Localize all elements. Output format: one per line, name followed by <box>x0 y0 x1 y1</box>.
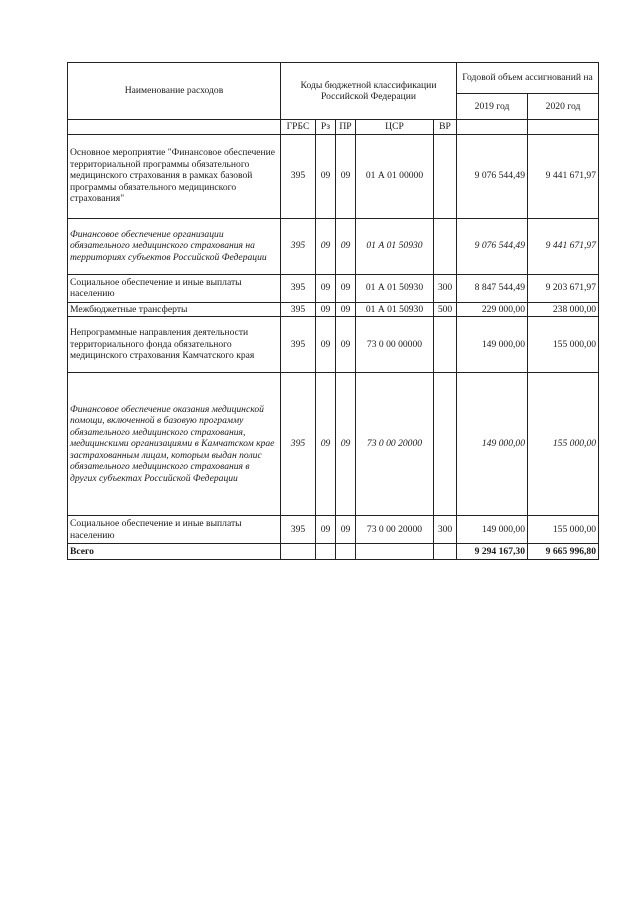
row-2020: 155 000,00 <box>528 516 599 544</box>
row-vr <box>434 373 457 516</box>
total-blank <box>434 544 457 560</box>
row-rz: 09 <box>316 218 336 274</box>
row-pr: 09 <box>336 317 356 373</box>
row-pr: 09 <box>336 134 356 218</box>
row-2019: 229 000,00 <box>457 302 528 317</box>
row-name: Социальное обеспечение и иные выплаты населению <box>68 516 281 544</box>
header-blank <box>68 120 281 135</box>
row-csr: 73 0 00 00000 <box>356 317 434 373</box>
row-pr: 09 <box>336 302 356 317</box>
row-pr: 09 <box>336 218 356 274</box>
row-2020: 9 441 671,97 <box>528 218 599 274</box>
row-vr <box>434 218 457 274</box>
row-2019: 149 000,00 <box>457 373 528 516</box>
total-row <box>68 544 599 560</box>
row-2020: 9 441 671,97 <box>528 134 599 218</box>
row-pr: 09 <box>336 373 356 516</box>
row-csr: 01 А 01 50930 <box>356 274 434 302</box>
row-pr: 09 <box>336 516 356 544</box>
row-grbs: 395 <box>281 516 316 544</box>
table-row <box>68 218 599 274</box>
header-pr: ПР <box>336 120 356 135</box>
row-rz: 09 <box>316 134 336 218</box>
row-2019: 9 076 544,49 <box>457 134 528 218</box>
row-vr <box>434 134 457 218</box>
header-year-2020: 2020 год <box>528 94 599 120</box>
row-2019: 9 076 544,49 <box>457 218 528 274</box>
row-rz: 09 <box>316 274 336 302</box>
row-csr: 01 А 01 50930 <box>356 218 434 274</box>
row-csr: 01 А 01 00000 <box>356 134 434 218</box>
row-name: Социальное обеспечение и иные выплаты населению <box>68 274 281 302</box>
row-name: Финансовое обеспечение оказания медицинской помощи, включенной в базовую программу обязательного медицинского страхования, медицинскими организациями в Камчатском крае застрахованным лицам, которым выдан полис обязательного медицинского страхования в других субъектах Российской Федерации <box>68 373 281 516</box>
header-rz: Рз <box>316 120 336 135</box>
table-row <box>68 274 599 302</box>
row-vr: 300 <box>434 274 457 302</box>
row-grbs: 395 <box>281 274 316 302</box>
row-name: Непрограммные направления деятельности территориального фонда обязательного медицинского страхования Камчатского края <box>68 317 281 373</box>
row-2019: 149 000,00 <box>457 317 528 373</box>
row-rz: 09 <box>316 302 336 317</box>
row-name: Межбюджетные трансферты <box>68 302 281 317</box>
row-grbs: 395 <box>281 317 316 373</box>
table-row <box>68 373 599 516</box>
total-blank <box>281 544 316 560</box>
total-blank <box>316 544 336 560</box>
row-grbs: 395 <box>281 302 316 317</box>
row-2020: 238 000,00 <box>528 302 599 317</box>
header-blank <box>457 120 528 135</box>
row-csr: 01 А 01 50930 <box>356 302 434 317</box>
header-annual: Годовой объем ассигнований на <box>457 63 599 94</box>
row-vr <box>434 317 457 373</box>
row-rz: 09 <box>316 373 336 516</box>
row-vr: 300 <box>434 516 457 544</box>
row-2019: 149 000,00 <box>457 516 528 544</box>
total-label: Всего <box>68 544 281 560</box>
row-grbs: 395 <box>281 218 316 274</box>
total-blank <box>356 544 434 560</box>
row-2020: 9 203 671,97 <box>528 274 599 302</box>
row-2019: 8 847 544,49 <box>457 274 528 302</box>
total-blank <box>336 544 356 560</box>
table-row <box>68 134 599 218</box>
row-name: Финансовое обеспечение организации обязательного медицинского страхования на территориях субъектов Российской Федерации <box>68 218 281 274</box>
header-grbs: ГРБС <box>281 120 316 135</box>
row-2020: 155 000,00 <box>528 373 599 516</box>
table-row <box>68 516 599 544</box>
budget-table <box>67 62 599 560</box>
row-csr: 73 0 00 20000 <box>356 516 434 544</box>
row-grbs: 395 <box>281 134 316 218</box>
header-blank <box>528 120 599 135</box>
table-row <box>68 317 599 373</box>
row-vr: 500 <box>434 302 457 317</box>
row-pr: 09 <box>336 274 356 302</box>
row-rz: 09 <box>316 317 336 373</box>
header-vr: ВР <box>434 120 457 135</box>
row-csr: 73 0 00 20000 <box>356 373 434 516</box>
header-name: Наименование расходов <box>68 63 281 120</box>
row-rz: 09 <box>316 516 336 544</box>
row-name: Основное мероприятие "Финансовое обеспечение территориальной программы обязательного медицинского страхования в рамках базовой программы обязательного медицинского страхования" <box>68 134 281 218</box>
total-2020: 9 665 996,80 <box>528 544 599 560</box>
row-2020: 155 000,00 <box>528 317 599 373</box>
row-grbs: 395 <box>281 373 316 516</box>
table-row <box>68 302 599 317</box>
header-year-2019: 2019 год <box>457 94 528 120</box>
header-csr: ЦСР <box>356 120 434 135</box>
total-2019: 9 294 167,30 <box>457 544 528 560</box>
header-codes: Коды бюджетной классификации Российской Федерации <box>281 63 457 120</box>
